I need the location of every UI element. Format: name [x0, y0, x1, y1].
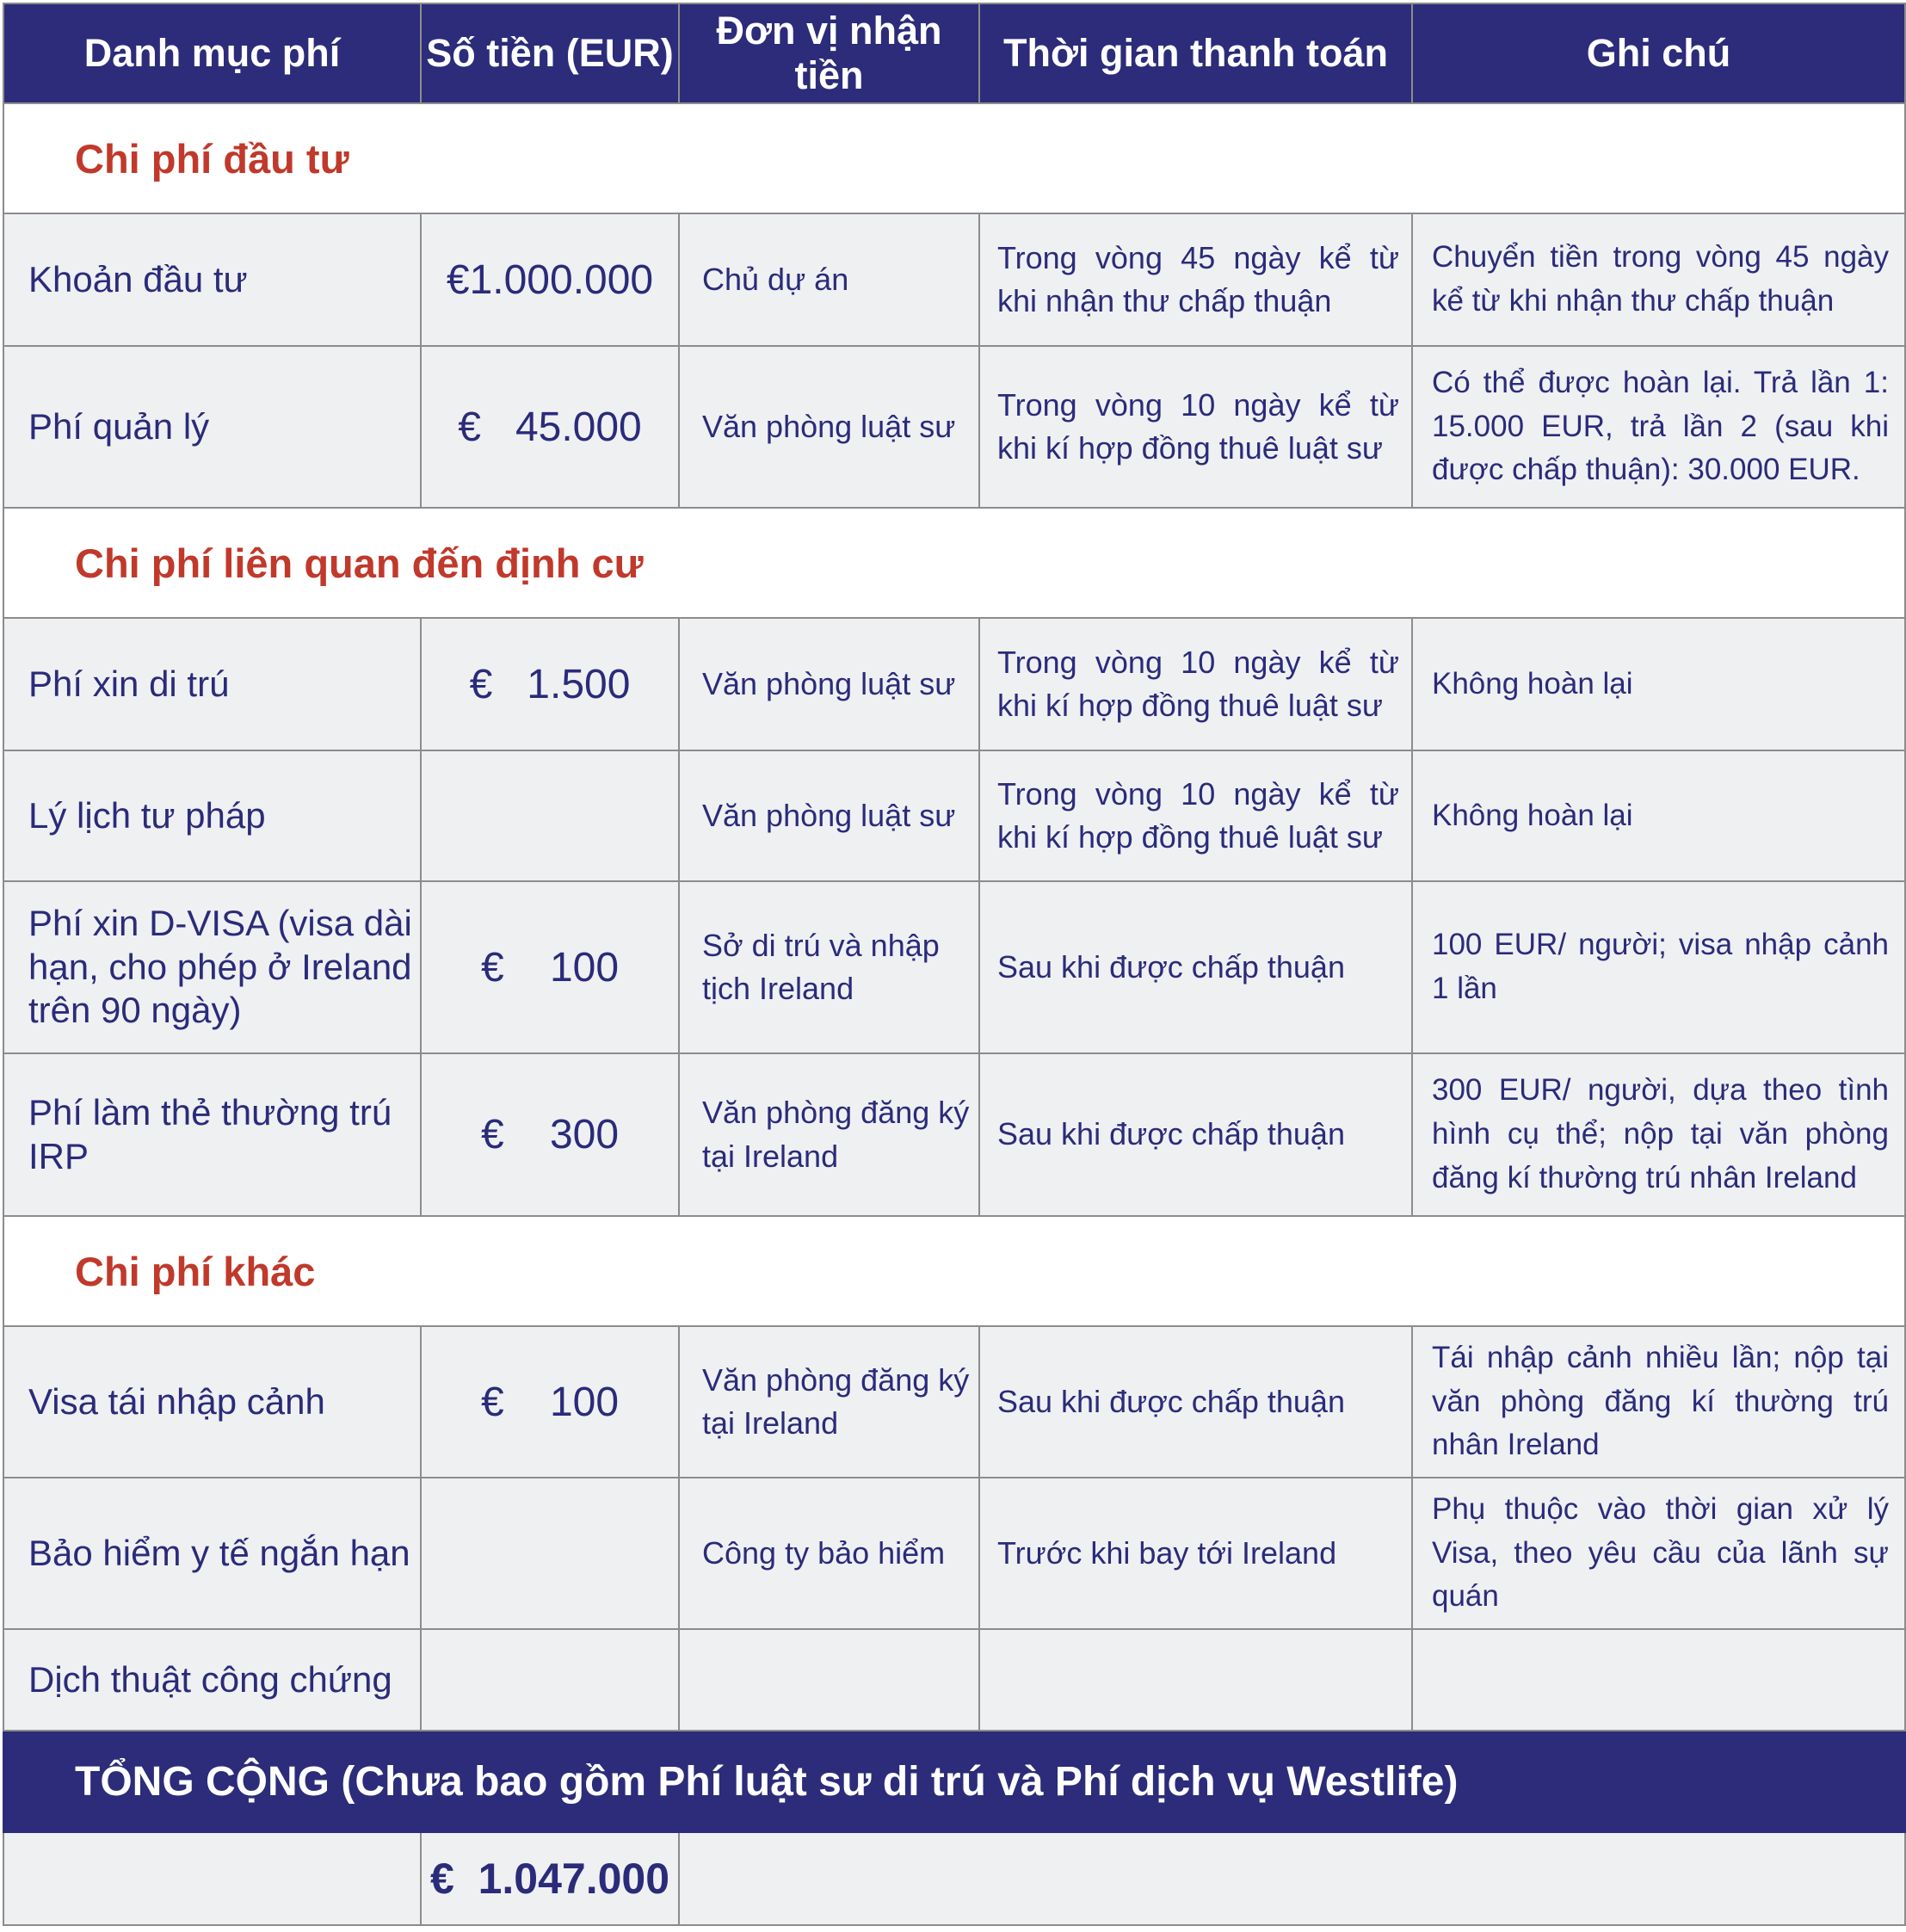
row-name: Lý lịch tư pháp: [3, 750, 421, 881]
total-title: TỔNG CỘNG (Chưa bao gồm Phí luật sư di trú và Phí dịch vụ Westlife): [3, 1731, 1905, 1832]
row-name: Dịch thuật công chứng: [3, 1629, 421, 1731]
fee-table: [3, 3, 1906, 1926]
row-payment-time: Trong vòng 45 ngày kể từ khi nhận thư chấp thuận: [979, 213, 1412, 346]
row-note: 100 EUR/ người; visa nhập cảnh 1 lần: [1412, 881, 1905, 1053]
section-title: Chi phí khác: [3, 1216, 1905, 1326]
row-note: Không hoàn lại: [1412, 618, 1905, 750]
header-row: [3, 3, 1905, 103]
total-row: [3, 1832, 1905, 1925]
header-payment-time: Thời gian thanh toán: [979, 3, 1412, 103]
row-payment-time: Trong vòng 10 ngày kể từ khi kí hợp đồng thuê luật sư: [979, 750, 1412, 881]
row-payment-time: Trước khi bay tới Ireland: [979, 1478, 1412, 1629]
row-note: Phụ thuộc vào thời gian xử lý Visa, theo yêu cầu của lãnh sự quán: [1412, 1478, 1905, 1629]
total-title-row: [3, 1731, 1905, 1832]
row-payment-time: [979, 1629, 1412, 1731]
section-other: [3, 1216, 1905, 1326]
row-payment-time: Trong vòng 10 ngày kể từ khi kí hợp đồng thuê luật sư: [979, 618, 1412, 750]
row-recipient: Văn phòng luật sư: [679, 346, 979, 508]
table-row: [3, 750, 1905, 881]
row-payment-time: Sau khi được chấp thuận: [979, 1053, 1412, 1216]
row-recipient: Sở di trú và nhập tịch Ireland: [679, 881, 979, 1053]
section-settlement: [3, 508, 1905, 618]
row-note: Có thể được hoàn lại. Trả lần 1: 15.000 EUR, trả lần 2 (sau khi được chấp thuận): 30.000 EUR.: [1412, 346, 1905, 508]
row-name: Phí quản lý: [3, 346, 421, 508]
row-payment-time: Sau khi được chấp thuận: [979, 1326, 1412, 1478]
row-amount: € 300: [421, 1053, 679, 1216]
row-amount: [421, 1478, 679, 1629]
row-payment-time: Sau khi được chấp thuận: [979, 881, 1412, 1053]
row-recipient: Văn phòng đăng ký tại Ireland: [679, 1326, 979, 1478]
total-empty-cell: [679, 1832, 1905, 1925]
section-investment: [3, 103, 1905, 213]
table-row: [3, 1629, 1905, 1731]
total-amount: € 1.047.000: [421, 1832, 679, 1925]
row-note: 300 EUR/ người, dựa theo tình hình cụ thể; nộp tại văn phòng đăng kí thường trú nhân Ireland: [1412, 1053, 1905, 1216]
table-row: [3, 1478, 1905, 1629]
header-recipient: Đơn vị nhận tiền: [679, 3, 979, 103]
row-name: Bảo hiểm y tế ngắn hạn: [3, 1478, 421, 1629]
row-name: Khoản đầu tư: [3, 213, 421, 346]
row-note: [1412, 1629, 1905, 1731]
header-note: Ghi chú: [1412, 3, 1905, 103]
row-amount: € 100: [421, 1326, 679, 1478]
row-payment-time: Trong vòng 10 ngày kể từ khi kí hợp đồng thuê luật sư: [979, 346, 1412, 508]
row-amount: € 100: [421, 881, 679, 1053]
row-amount: € 45.000: [421, 346, 679, 508]
row-recipient: Văn phòng luật sư: [679, 618, 979, 750]
row-recipient: Văn phòng luật sư: [679, 750, 979, 881]
row-amount: [421, 1629, 679, 1731]
section-title: Chi phí đầu tư: [3, 103, 1905, 213]
row-name: Phí xin di trú: [3, 618, 421, 750]
table-row: [3, 1326, 1905, 1478]
table-row: [3, 618, 1905, 750]
row-recipient: [679, 1629, 979, 1731]
table-row: [3, 346, 1905, 508]
row-name: Phí làm thẻ thường trú IRP: [3, 1053, 421, 1216]
row-recipient: Chủ dự án: [679, 213, 979, 346]
row-amount: € 1.500: [421, 618, 679, 750]
table-row: [3, 1053, 1905, 1216]
row-amount: [421, 750, 679, 881]
header-amount: Số tiền (EUR): [421, 3, 679, 103]
row-note: Không hoàn lại: [1412, 750, 1905, 881]
row-note: Tái nhập cảnh nhiều lần; nộp tại văn phòng đăng kí thường trú nhân Ireland: [1412, 1326, 1905, 1478]
table-row: [3, 881, 1905, 1053]
row-recipient: Văn phòng đăng ký tại Ireland: [679, 1053, 979, 1216]
header-category: Danh mục phí: [3, 3, 421, 103]
section-title: Chi phí liên quan đến định cư: [3, 508, 1905, 618]
row-name: Phí xin D-VISA (visa dài hạn, cho phép ở Ireland trên 90 ngày): [3, 881, 421, 1053]
row-note: Chuyển tiền trong vòng 45 ngày kể từ khi nhận thư chấp thuận: [1412, 213, 1905, 346]
row-recipient: Công ty bảo hiểm: [679, 1478, 979, 1629]
table-row: [3, 213, 1905, 346]
total-empty-cell: [3, 1832, 421, 1925]
row-name: Visa tái nhập cảnh: [3, 1326, 421, 1478]
row-amount: €1.000.000: [421, 213, 679, 346]
